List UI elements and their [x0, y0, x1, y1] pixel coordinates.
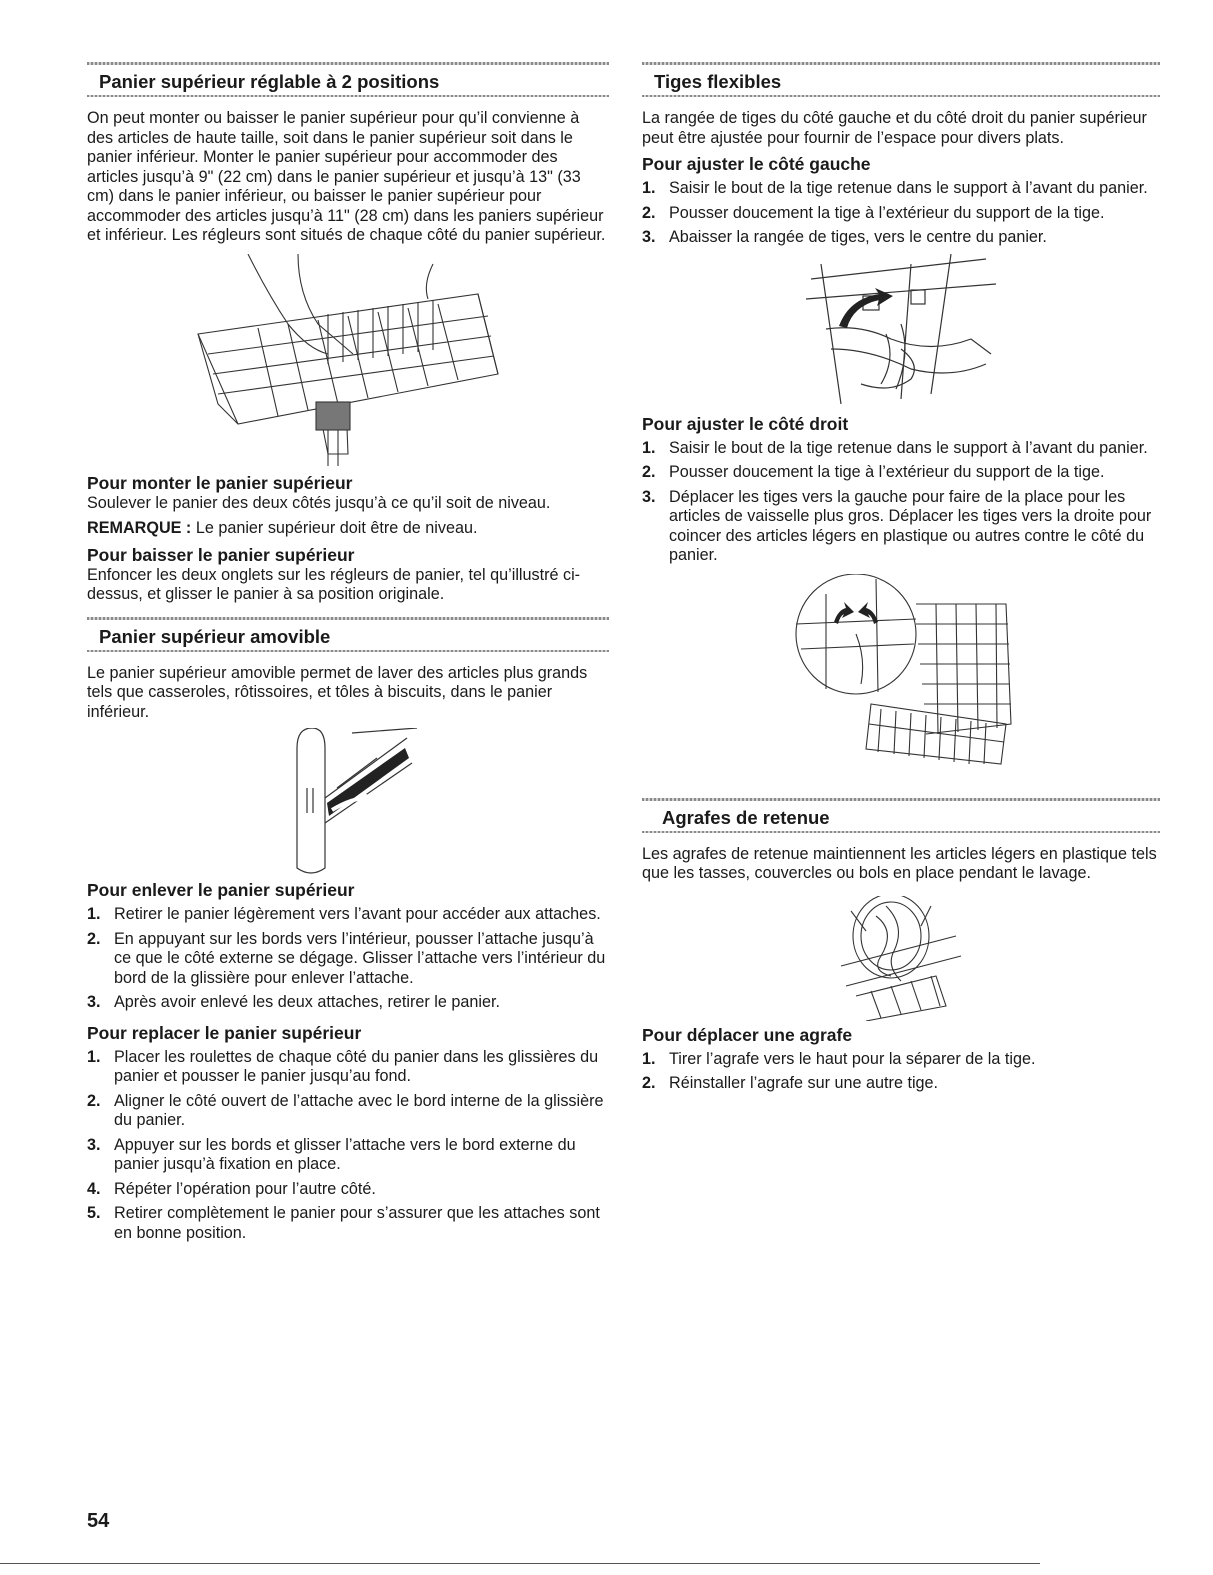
- left-column: [87, 62, 609, 1248]
- section-header-removable-rack: [87, 617, 609, 652]
- subheading-raise-rack: Pour monter le panier supérieur: [87, 472, 353, 493]
- section-body: La rangée de tiges du côté gauche et du côté droit du panier supérieur peut être ajustée pour fournir de l’espace pour divers plats.: [642, 109, 1147, 147]
- list-item: 3. Abaisser la rangée de tiges, vers le centre du panier.: [642, 228, 1047, 246]
- list-item: 2. Pousser doucement la tige à l’extérieur du support de la tige.: [642, 203, 1105, 222]
- section-title: Panier supérieur réglable à 2 positions: [99, 71, 440, 92]
- retaining-clip-illustration: [836, 896, 966, 1021]
- left-tines-illustration: [801, 254, 1001, 406]
- section-header-flexible-tines: [642, 62, 1160, 97]
- adjust-right-steps: [642, 439, 1160, 566]
- subheading-adjust-left: Pour ajuster le côté gauche: [642, 154, 871, 174]
- note: [87, 519, 609, 539]
- list-item: 2. Réinstaller l’agrafe sur une autre tige.: [642, 1074, 939, 1092]
- subheading-adjust-right: Pour ajuster le côté droit: [642, 413, 849, 434]
- raise-rack-text: Soulever le panier des deux côtés jusqu’à ce qu’il soit de niveau.: [87, 493, 551, 512]
- replace-rack-steps: [87, 1048, 609, 1244]
- section-title: Agrafes de retenue: [662, 806, 830, 828]
- list-item: 1. Tirer l’agrafe vers le haut pour la séparer de la tige.: [642, 1049, 1036, 1068]
- subheading-move-clip: Pour déplacer une agrafe: [642, 1024, 853, 1045]
- section-header-adjustable-rack: [87, 62, 609, 97]
- rack-adjuster-illustration: [178, 254, 518, 469]
- adjust-left-steps: [642, 179, 1160, 248]
- section-body: Le panier supérieur amovible permet de laver des articles plus grands tels que casseroles, rôtissoires, et tôles à biscuits, dans le panier inférieur.: [87, 663, 588, 721]
- subheading-remove-rack: Pour enlever le panier supérieur: [87, 880, 355, 900]
- subheading-replace-rack: Pour replacer le panier supérieur: [87, 1022, 362, 1043]
- list-item: 1. Placer les roulettes de chaque côté du panier dans les glissières du panier et pousser le panier jusqu’au fond.: [87, 1047, 599, 1085]
- list-item: 3. Déplacer les tiges vers la gauche pour faire de la place pour les articles de vaisselle plus gros. Déplacer les tiges vers la droite pour coincer des articles légers en plastique ou autres contre le côté du panier.: [642, 487, 1152, 564]
- move-clip-steps: [642, 1050, 1160, 1094]
- list-item: 2. En appuyant sur les bords vers l’intérieur, pousser l’attache jusqu’à ce que le côté externe se dégage. Glisser l’attache vers l’intérieur du bord de la glissière pour enlever l’attache.: [87, 929, 606, 987]
- list-item: 5. Retirer complètement le panier pour s’assurer que les attaches sont en bonne position.: [87, 1204, 600, 1242]
- section-header-retaining-clips: [642, 798, 1160, 833]
- right-column: [642, 62, 1160, 1099]
- rack-clip-illustration: [277, 728, 427, 878]
- section-body: Les agrafes de retenue maintiennent les articles légers en plastique tels que les tasses, couvercles ou bols en place pendant le lavage.: [642, 844, 1157, 882]
- list-item: 1. Saisir le bout de la tige retenue dans le support à l’avant du panier.: [642, 179, 1148, 197]
- list-item: 2. Pousser doucement la tige à l’extérieur du support de la tige.: [642, 463, 1105, 481]
- footer-divider: [0, 1563, 1040, 1564]
- note-text: Le panier supérieur doit être de niveau.: [191, 519, 478, 537]
- right-tines-illustration: [786, 574, 1016, 774]
- subheading-lower-rack: Pour baisser le panier supérieur: [87, 544, 355, 565]
- list-item: 4. Répéter l’opération pour l’autre côté.: [87, 1179, 376, 1198]
- section-body: On peut monter ou baisser le panier supérieur pour qu’il convienne à des articles de haute taille, soit dans le panier supérieur soit dans le panier inférieur. Monter le panier supérieur pour accommoder des articles jusqu’à 9" (22 cm) dans le panier supérieur et jusqu’à 13" (33 cm) dans le panier inférieur, ou baisser le panier supérieur pour accommoder des articles jusqu’à 11" (28 cm) dans les paniers supérieur et inférieur. Les régleurs sont situés de chaque côté du panier supérieur.: [87, 109, 606, 244]
- page-number: 54: [87, 1510, 110, 1532]
- lower-rack-text: Enfoncer les deux onglets sur les régleurs de panier, tel qu’illustré ci-dessus, et glisser le panier à sa position originale.: [87, 565, 581, 603]
- section-title: Panier supérieur amovible: [99, 625, 331, 647]
- list-item: 2. Aligner le côté ouvert de l’attache avec le bord interne de la glissière du panier.: [87, 1091, 604, 1129]
- note-label: REMARQUE :: [87, 519, 192, 537]
- list-item: 3. Appuyer sur les bords et glisser l’attache vers le bord externe du panier jusqu’à fixation en place.: [87, 1135, 576, 1173]
- list-item: 1. Retirer le panier légèrement vers l’avant pour accéder aux attaches.: [87, 905, 601, 923]
- remove-rack-steps: [87, 905, 609, 1013]
- list-item: 3. Après avoir enlevé les deux attaches, retirer le panier.: [87, 993, 501, 1011]
- list-item: 1. Saisir le bout de la tige retenue dans le support à l’avant du panier.: [642, 438, 1148, 457]
- section-title: Tiges flexibles: [654, 71, 782, 92]
